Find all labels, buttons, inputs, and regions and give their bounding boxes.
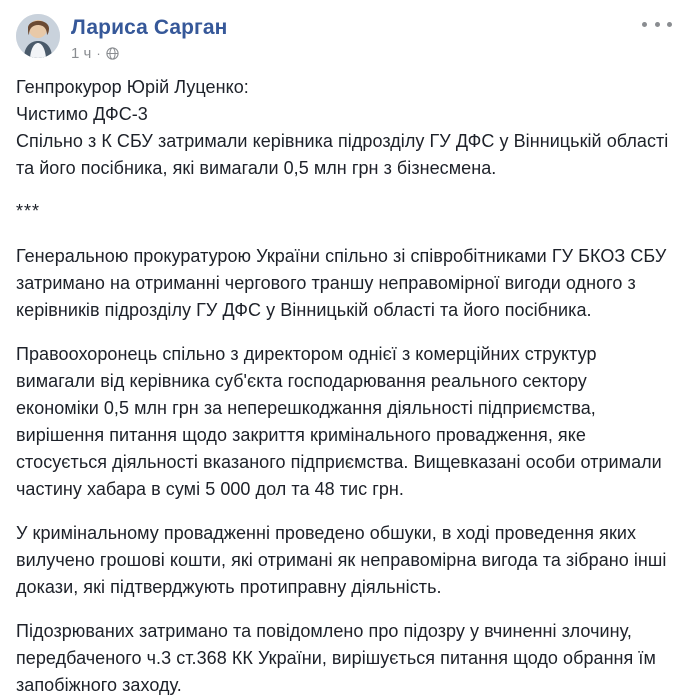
post-line-2: Чистимо ДФС-3: [16, 104, 148, 124]
more-dot-1: [642, 22, 647, 27]
author-name[interactable]: Лариса Сарган: [71, 16, 228, 39]
post-line-3: Спільно з К СБУ затримали керівника підрозділу ГУ ДФС у Вінницькій області та його посібника, які вимагали 0,5 млн грн з бізнесмена.: [16, 131, 669, 178]
more-dot-3: [667, 22, 672, 27]
post-meta: [71, 45, 227, 62]
post-author-block: [71, 14, 227, 62]
avatar[interactable]: [16, 14, 60, 58]
post-paragraph-2: Правоохоронець спільно з директором однієї з комерційних структур вимагали від керівника суб'єкта господарювання реального сектору економіки 0,5 млн грн за неперешкоджання діяльності підприємства, вирішення питання щодо закриття кримінального провадження, яке стосується діяльності вказаного підприємства. Вищевказані особи отримали частину хабара в сумі 5 000 дол та 48 тис грн.: [16, 344, 662, 499]
post-paragraph-4: Підозрюваних затримано та повідомлено про підозру у вчиненні злочину, передбаченого ч.3 ст.368 КК України, вирішується питання щодо обрання їм запобіжного заходу.: [16, 621, 656, 695]
post-timestamp[interactable]: 1 ч: [71, 45, 92, 62]
meta-separator: ·: [96, 46, 101, 61]
post-paragraph-1: Генеральною прокуратурою України спільно зі співробітниками ГУ БКОЗ СБУ затримано на отриманні чергового траншу неправомірної вигоди одного з керівників підрозділу ГУ ДФС у Вінницькій області та його посібника.: [16, 246, 667, 320]
post-line-1: Генпрокурор Юрій Луценко:: [16, 77, 249, 97]
more-dot-2: [655, 22, 660, 27]
post-divider-stars: ***: [16, 201, 41, 221]
more-options-icon[interactable]: [642, 14, 672, 34]
post-body: [0, 66, 690, 699]
globe-icon[interactable]: [106, 47, 119, 60]
post-header: [0, 0, 690, 66]
post-paragraph-3: У кримінальному провадженні проведено обшуки, в ході проведення яких вилучено грошові кошти, які отримані як неправомірна вигода та зібрано інші докази, які підтверджують протиправну діяльність.: [16, 523, 667, 597]
